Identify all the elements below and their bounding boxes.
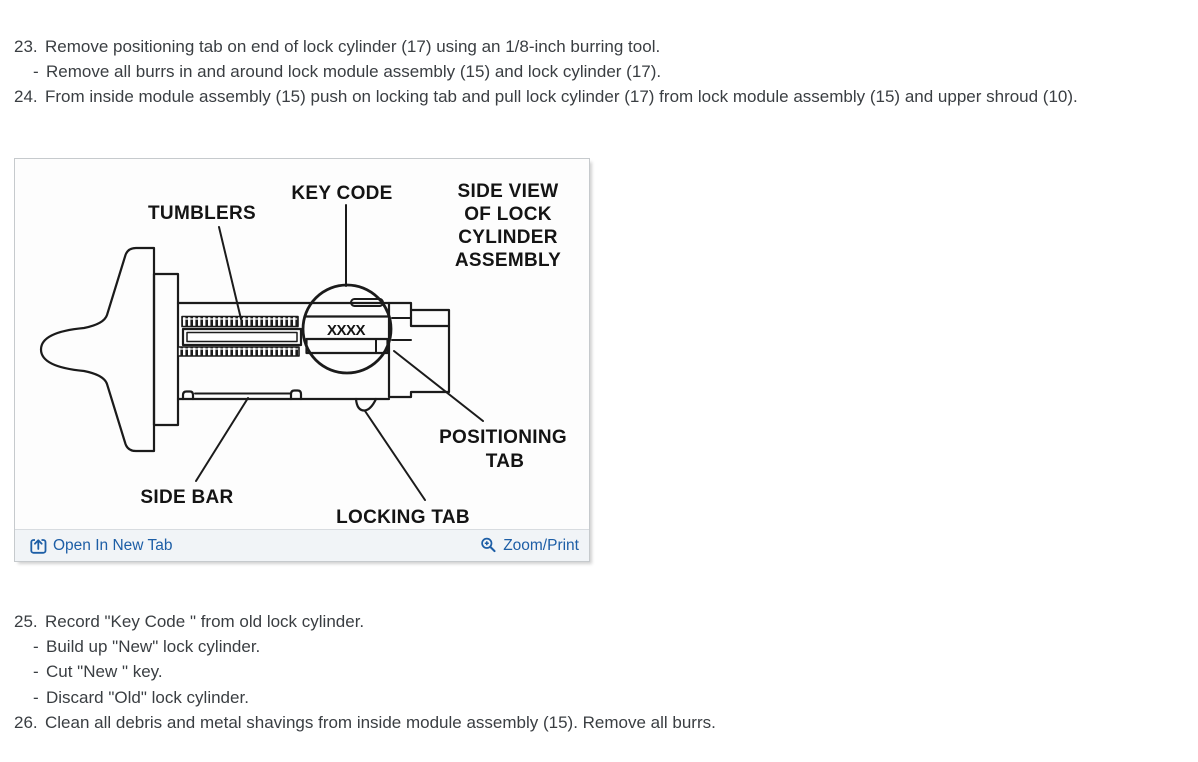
instruction-line: [14, 685, 1189, 710]
positioning-tab-leader: [394, 351, 483, 421]
open-in-new-tab-link[interactable]: [30, 537, 172, 555]
key-code-value: XXXX: [326, 322, 366, 339]
instruction-line: [14, 609, 1189, 634]
instruction-line: [14, 84, 1189, 109]
figure-panel: [14, 158, 590, 562]
instruction-dash: -: [33, 687, 39, 707]
instruction-number: 26.: [14, 712, 38, 732]
side-bar-leader: [196, 398, 248, 481]
tumbler-strip-bottom: [178, 347, 299, 356]
zoom-print-label: Zoom/Print: [503, 536, 579, 554]
plate-extension: [392, 318, 411, 340]
instruction-number: 24.: [14, 87, 38, 107]
label-side-view-4: ASSEMBLY: [454, 250, 562, 271]
instruction-line: [14, 710, 1189, 735]
instruction-dash: -: [33, 637, 39, 657]
label-tumblers: TUMBLERS: [148, 203, 256, 224]
zoom-print-link[interactable]: [480, 537, 579, 555]
knob-outline: [41, 248, 154, 451]
side-bar-slot-inner: [187, 333, 297, 342]
bottom-bump-left: [183, 392, 193, 400]
label-positioning-1: POSITIONING: [439, 427, 567, 448]
instructions-bottom: [14, 609, 1189, 735]
instruction-number: 25.: [14, 612, 38, 631]
label-side-bar: SIDE BAR: [140, 487, 234, 508]
tumblers-leader: [219, 227, 241, 319]
instruction-text: Remove positioning tab on end of lock cylinder (17) using an 1/8-inch burring tool.: [45, 37, 661, 56]
figure-toolbar: [15, 529, 589, 561]
locking-tab-shape: [356, 399, 376, 411]
instruction-text: Clean all debris and metal shavings from inside module assembly (15). Remove all burrs.: [45, 712, 716, 732]
label-side-view-2: OF LOCK: [464, 204, 552, 225]
locking-tab-leader: [365, 411, 425, 500]
flange-outline: [154, 274, 178, 425]
label-side-view-3: CYLINDER: [458, 227, 558, 248]
open-new-tab-icon: [30, 537, 47, 554]
instruction-line: [14, 659, 1189, 684]
instruction-number: 23.: [14, 37, 38, 56]
instruction-dash: -: [33, 62, 39, 82]
label-positioning-2: TAB: [485, 451, 525, 472]
lock-cylinder-diagram: [15, 159, 589, 529]
label-locking-tab: LOCKING TAB: [336, 507, 470, 528]
instruction-dash: -: [33, 662, 39, 682]
instruction-line: [14, 59, 1189, 84]
instruction-text: Discard "Old" lock cylinder.: [46, 687, 249, 707]
side-bar-slot-outer: [183, 329, 301, 345]
instruction-text: From inside module assembly (15) push on locking tab and pull lock cylinder (17) from lock module assembly (15) and upper shroud (10).: [45, 87, 1078, 107]
end-cap-step: [411, 310, 449, 326]
magnifier-plus-icon: [480, 537, 497, 554]
instruction-line: [14, 34, 1189, 59]
bottom-bump-right: [291, 391, 301, 400]
label-key-code: KEY CODE: [291, 183, 393, 204]
instruction-text: Record "Key Code " from old lock cylinder.: [45, 612, 365, 631]
instruction-text: Remove all burrs in and around lock module assembly (15) and lock cylinder (17).: [46, 62, 662, 82]
open-in-new-tab-label: Open In New Tab: [53, 536, 173, 554]
instruction-line: [14, 634, 1189, 659]
instructions-top: [14, 34, 1189, 110]
label-side-view-1: SIDE VIEW: [457, 181, 559, 202]
instruction-text: Build up "New" lock cylinder.: [46, 637, 261, 657]
instruction-text: Cut "New " key.: [46, 662, 163, 682]
